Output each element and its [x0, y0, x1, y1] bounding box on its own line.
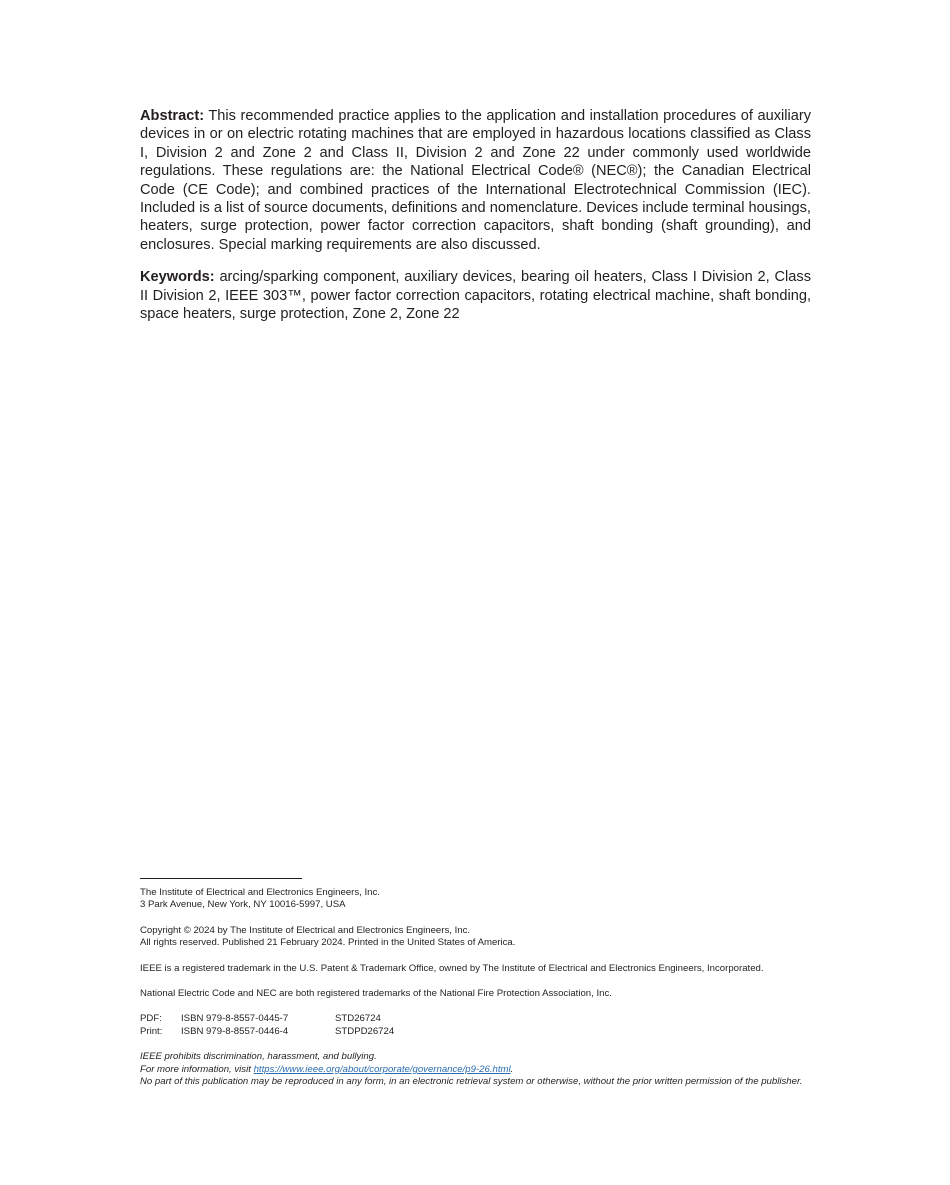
- more-info-line: [140, 1064, 812, 1076]
- keywords-paragraph: [140, 268, 811, 323]
- main-content: [140, 107, 811, 323]
- trademark-nec: National Electric Code and NEC are both registered trademarks of the National Fire Protection Association, Inc.: [140, 988, 612, 1000]
- keywords-label: Keywords:: [140, 269, 215, 286]
- governance-link[interactable]: https://www.ieee.org/about/corporate/governance/p9-26.html: [253, 1063, 511, 1075]
- isbn-code: STD26724: [335, 1013, 381, 1025]
- isbn-list: [140, 1013, 812, 1038]
- publisher-name: The Institute of Electrical and Electronics Engineers, Inc.: [140, 887, 380, 898]
- more-info-suffix: .: [510, 1063, 514, 1075]
- isbn-number: ISBN 979-8-8557-0445-7: [181, 1013, 289, 1025]
- isbn-format: PDF:: [140, 1013, 162, 1025]
- isbn-row-pdf: [140, 1013, 812, 1025]
- isbn-format: Print:: [140, 1025, 163, 1037]
- isbn-code: STDPD26724: [335, 1025, 395, 1037]
- keywords-text: arcing/sparking component, auxiliary devices, bearing oil heaters, Class I Division 2, Class II Division 2, IEEE 303™, power factor correction capacitors, rotating electrical machine, shaft bonding, space heaters, surge protection, Zone 2, Zone 22: [140, 269, 811, 323]
- publication-footer: [140, 878, 812, 1088]
- publisher-address: 3 Park Avenue, New York, NY 10016-5997, USA: [140, 899, 346, 911]
- trademark-ieee: IEEE is a registered trademark in the U.S. Patent & Trademark Office, owned by The Institute of Electrical and Electronics Engineers, Incorporated.: [140, 962, 764, 974]
- isbn-row-print: [140, 1026, 812, 1038]
- abstract-paragraph: [140, 107, 811, 254]
- reproduction-notice: No part of this publication may be reproduced in any form, in an electronic retrieval system or otherwise, without the prior written permission of the publisher.: [140, 1076, 803, 1088]
- abstract-label: Abstract:: [140, 108, 205, 124]
- copyright-line: Copyright © 2024 by The Institute of Electrical and Electronics Engineers, Inc.: [140, 924, 471, 936]
- footer-divider: [140, 878, 302, 879]
- rights-line: All rights reserved. Published 21 February 2024. Printed in the United States of America.: [140, 937, 516, 949]
- more-info-prefix: For more information, visit: [140, 1063, 254, 1075]
- isbn-number: ISBN 979-8-8557-0446-4: [181, 1025, 289, 1037]
- abstract-text: This recommended practice applies to the application and installation procedures of auxiliary devices in or on electric rotating machines that are employed in hazardous locations classified as Class I, Division 2 and Zone 2 and Class II, Division 2 and Zone 22 under commonly used worldwide regulations. These regulations are: the National Electrical Code® (NEC®); the Canadian Electrical Code (CE Code); and combined practices of the International Electrotechnical Commission (IEC). Included is a list of source documents, definitions and nomenclature. Devices include terminal housings, heaters, surge protection, power factor correction capacitors, shaft bonding (shaft grounding), and enclosures. Special marking requirements are also discussed.: [140, 108, 812, 253]
- policy-line: IEEE prohibits discrimination, harassment, and bullying.: [140, 1051, 377, 1063]
